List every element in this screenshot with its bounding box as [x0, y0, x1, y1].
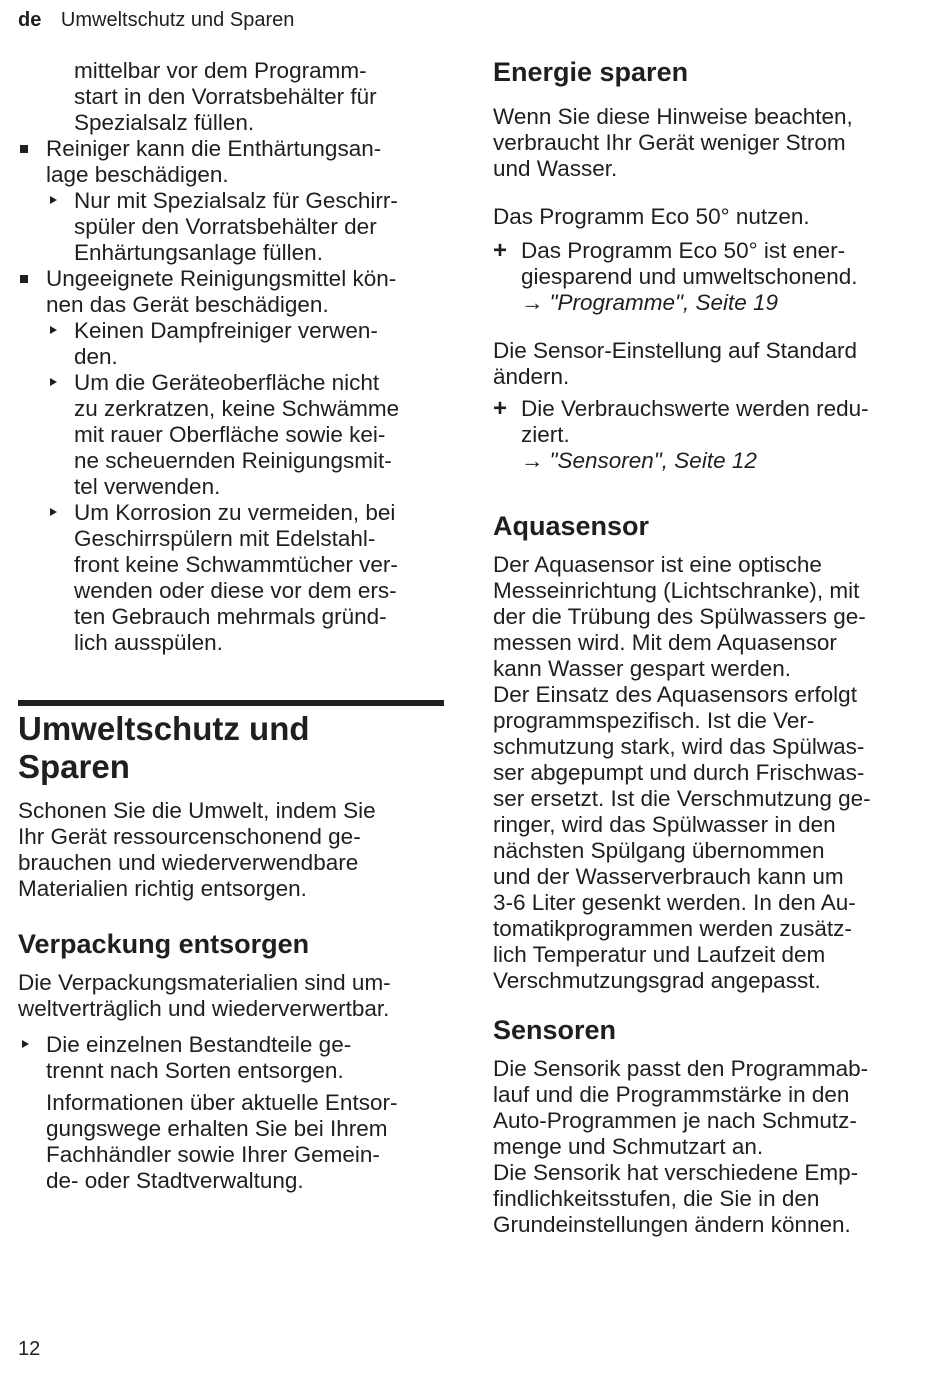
- text-line: ser abgepumpt und durch Frischwas-: [493, 760, 865, 785]
- reference-text: "Programme", Seite 19: [549, 290, 779, 315]
- text-line: Ihr Gerät ressourcenschonend ge-: [18, 824, 361, 849]
- text-line: Die Verbrauchswerte werden redu-: [521, 396, 869, 421]
- text-line: nen das Gerät beschädigen.: [46, 292, 329, 317]
- page-number: 12: [18, 1338, 41, 1360]
- text-line: Wenn Sie diese Hinweise beachten,: [493, 104, 853, 129]
- text-line: Schonen Sie die Umwelt, indem Sie: [18, 798, 376, 823]
- cross-reference: [521, 448, 918, 474]
- text-line: Geschirrspülern mit Edelstahl-: [74, 526, 376, 551]
- action-step: [18, 500, 444, 656]
- heading-sensoren: Sensoren: [493, 1015, 617, 1045]
- text-line: Reiniger kann die Enthärtungsan-: [46, 136, 382, 161]
- warning-bullet: [18, 136, 444, 188]
- text-line: ziert.: [521, 422, 570, 447]
- heading-energie: Energie sparen: [493, 57, 689, 87]
- text-line: Der Einsatz des Aquasensors erfolgt: [493, 682, 857, 707]
- text-line: brauchen und wiederverwendbare: [18, 850, 359, 875]
- info-paragraph: [18, 1090, 444, 1194]
- action-step: [18, 370, 444, 500]
- text-line: Die Sensorik passt den Programmab-: [493, 1056, 869, 1081]
- text-line: weltverträglich und wiederverwertbar.: [18, 996, 390, 1021]
- text-line: Die Verpackungsmaterialien sind um-: [18, 970, 391, 995]
- text-line: nächsten Spülgang übernommen: [493, 838, 825, 863]
- heading-aquasensor: Aquasensor: [493, 511, 650, 541]
- heading-line: Sparen: [18, 748, 130, 785]
- text-line: front keine Schwammtücher ver-: [74, 552, 398, 577]
- right-column: [493, 56, 918, 1238]
- text-line: lich Temperatur und Laufzeit dem: [493, 942, 826, 967]
- heading-verpackung: Verpackung entsorgen: [18, 929, 310, 959]
- text-line: Spezialsalz füllen.: [74, 110, 255, 135]
- text-line: Um die Geräteoberfläche nicht: [74, 370, 380, 395]
- text-line: Fachhändler sowie Ihrer Gemein-: [46, 1142, 380, 1167]
- text-line: zu zerkratzen, keine Schwämme: [74, 396, 400, 421]
- text-line: den.: [74, 344, 118, 369]
- text-line: ten Gebrauch mehrmals gründ-: [74, 604, 387, 629]
- text-line: ser ersetzt. Ist die Verschmutzung ge-: [493, 786, 871, 811]
- text-line: und Wasser.: [493, 156, 618, 181]
- arrow-icon: →: [521, 290, 544, 315]
- text-line: Ungeeignete Reinigungsmittel kön-: [46, 266, 397, 291]
- left-column: [18, 58, 444, 1194]
- continued-step: [18, 58, 444, 136]
- text-line: Informationen über aktuelle Entsor-: [46, 1090, 398, 1115]
- reference-text: "Sensoren", Seite 12: [549, 448, 757, 473]
- triangle-bullet-icon: [22, 1040, 29, 1048]
- warning-bullet: [18, 266, 444, 318]
- text-line: und der Wasserverbrauch kann um: [493, 864, 844, 889]
- action-step: [18, 188, 444, 266]
- text-line: Der Aquasensor ist eine optische: [493, 552, 822, 577]
- cross-reference: [521, 290, 918, 316]
- text-line: menge und Schmutzart an.: [493, 1134, 764, 1159]
- square-bullet-icon: [20, 145, 28, 153]
- text-line: Das Programm Eco 50° ist ener-: [521, 238, 846, 263]
- text-line: Materialien richtig entsorgen.: [18, 876, 307, 901]
- text-line: ringer, wird das Spülwasser in den: [493, 812, 836, 837]
- section-rule: [18, 700, 444, 706]
- text-line: ne scheuernden Reinigungsmit-: [74, 448, 392, 473]
- text-line: kann Wasser gespart werden.: [493, 656, 792, 681]
- triangle-bullet-icon: [50, 378, 57, 386]
- text-line: Enhärtungsanlage füllen.: [74, 240, 323, 265]
- text-line: verbraucht Ihr Gerät weniger Strom: [493, 130, 846, 155]
- text-line: mittelbar vor dem Programm-: [74, 58, 367, 83]
- text-line: lage beschädigen.: [46, 162, 229, 187]
- text-line: lich ausspülen.: [74, 630, 223, 655]
- text-line: gungswege erhalten Sie bei Ihrem: [46, 1116, 388, 1141]
- text-line: de- oder Stadtverwaltung.: [46, 1168, 304, 1193]
- text-line: tomatikprogrammen werden zusätz-: [493, 916, 852, 941]
- text-line: Die Sensorik hat verschiedene Emp-: [493, 1160, 859, 1185]
- text-line: tel verwenden.: [74, 474, 221, 499]
- text-line: ändern.: [493, 364, 570, 389]
- action-step: [18, 318, 444, 370]
- result-item: [493, 396, 918, 474]
- text-line: 3-6 Liter gesenkt werden. In den Au-: [493, 890, 856, 915]
- text-line: programmspezifisch. Ist die Ver-: [493, 708, 815, 733]
- sensoren-paragraph: [493, 1056, 918, 1238]
- text-line: spüler den Vorratsbehälter der: [74, 214, 377, 239]
- text-line: Keinen Dampfreiniger verwen-: [74, 318, 378, 343]
- arrow-icon: →: [521, 448, 544, 473]
- plus-icon: +: [493, 237, 508, 264]
- energie-paragraph: [493, 104, 918, 182]
- triangle-bullet-icon: [50, 196, 57, 204]
- language-code: de: [18, 9, 42, 31]
- text-line: Die Sensor-Einstellung auf Standard: [493, 338, 857, 363]
- text-line: Auto-Programmen je nach Schmutz-: [493, 1108, 857, 1133]
- text-line: Grundeinstellungen ändern können.: [493, 1212, 851, 1237]
- text-line: Um Korrosion zu vermeiden, bei: [74, 500, 396, 525]
- text-line: Nur mit Spezialsalz für Geschirr-: [74, 188, 398, 213]
- text-line: Die einzelnen Bestandteile ge-: [46, 1032, 352, 1057]
- text-line: wenden oder diese vor dem ers-: [74, 578, 397, 603]
- heading-line: Umweltschutz und: [18, 710, 310, 747]
- square-bullet-icon: [20, 275, 28, 283]
- aquasensor-paragraph: [493, 552, 918, 994]
- text-line: start in den Vorratsbehälter für: [74, 84, 377, 109]
- plus-icon: +: [493, 395, 508, 422]
- result-item: [493, 238, 918, 316]
- text-line: messen wird. Mit dem Aquasensor: [493, 630, 837, 655]
- text-line: der die Trübung des Spülwassers ge-: [493, 604, 866, 629]
- text-line: schmutzung stark, wird das Spülwas-: [493, 734, 865, 759]
- eco-instruction: Das Programm Eco 50° nutzen.: [493, 204, 810, 229]
- text-line: giesparend und umweltschonend.: [521, 264, 858, 289]
- intro-paragraph: [18, 798, 444, 902]
- text-line: Verschmutzungsgrad angepasst.: [493, 968, 821, 993]
- text-line: lauf und die Programmstärke in den: [493, 1082, 850, 1107]
- sensor-instruction: [493, 338, 918, 390]
- action-step: [18, 1032, 444, 1084]
- text-line: trennt nach Sorten entsorgen.: [46, 1058, 344, 1083]
- verpackung-paragraph: [18, 970, 444, 1022]
- page-header: [18, 8, 294, 32]
- text-line: mit rauer Oberfläche sowie kei-: [74, 422, 386, 447]
- triangle-bullet-icon: [50, 326, 57, 334]
- section-title: [18, 710, 444, 786]
- triangle-bullet-icon: [50, 508, 57, 516]
- text-line: findlichkeitsstufen, die Sie in den: [493, 1186, 820, 1211]
- header-title: Umweltschutz und Sparen: [60, 9, 295, 31]
- text-line: Messeinrichtung (Lichtschranke), mit: [493, 578, 860, 603]
